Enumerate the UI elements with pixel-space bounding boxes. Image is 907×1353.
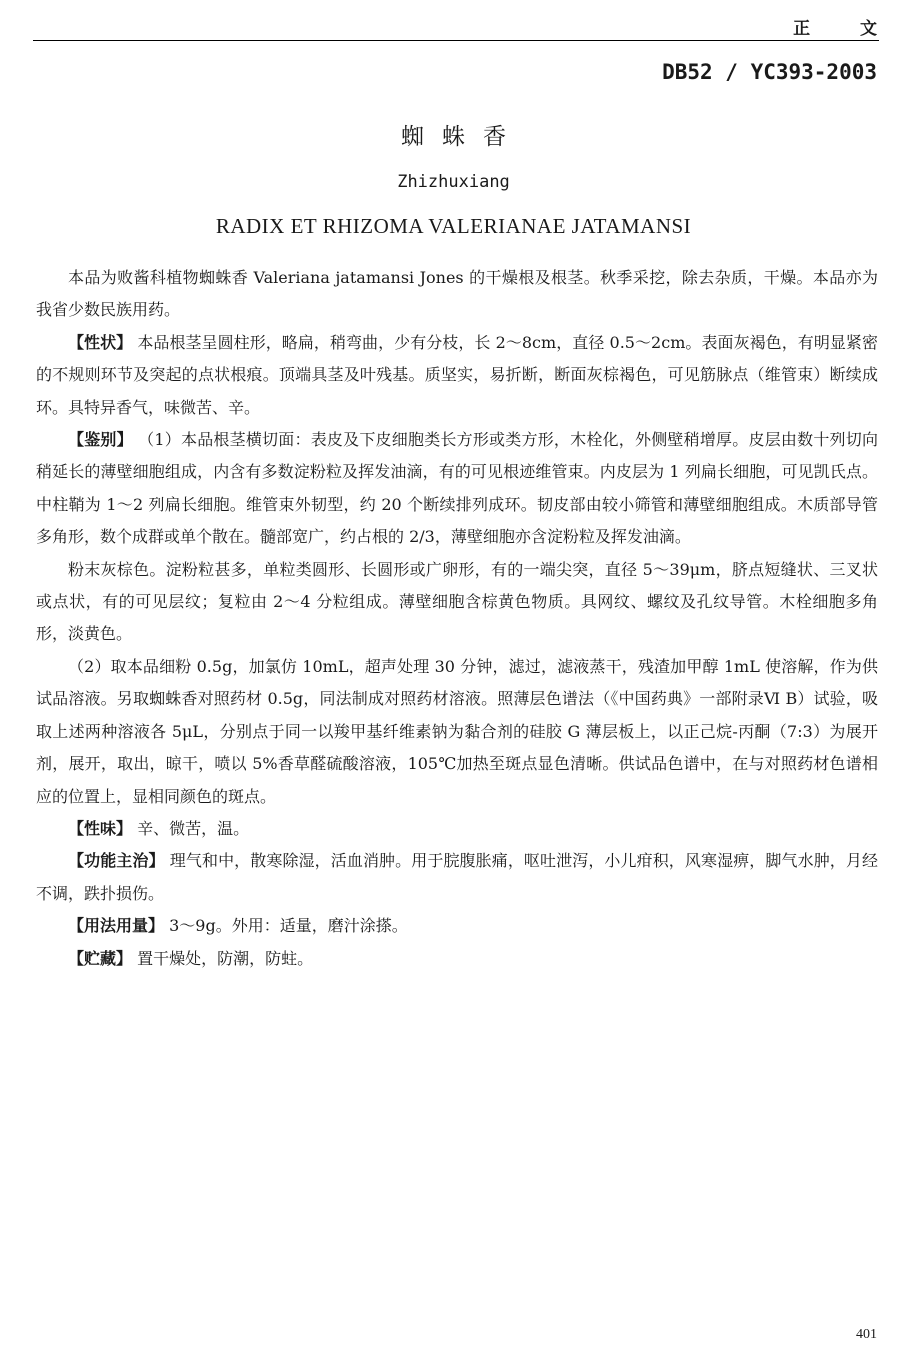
monograph-body: [36, 262, 878, 975]
page-number: 401: [856, 1327, 877, 1342]
paragraph-storage: [36, 943, 878, 975]
standard-code: DB52 / YC393-2003: [662, 60, 877, 84]
section-heading: 【性味】: [68, 818, 133, 838]
paragraph-text: （1）本品根茎横切面：表皮及下皮细胞类长方形或类方形，木栓化，外侧壁稍增厚。皮层由数十列切向稍延长的薄壁细胞组成，内含有多数淀粉粒及挥发油滴，有的可见根迹维管束。内皮层为 1 列扁长细胞，可见凯氏点。中柱鞘为 1～2 列扁长细胞。维管束外韧型，约 20 个断续排列成环。韧皮部由较小筛管和薄壁细胞组成。木质部导管多角形，数个成群或单个散在。髓部宽广，约占根的 2/3，薄壁细胞亦含淀粉粒及挥发油滴。: [36, 430, 878, 547]
paragraph-powder: [36, 554, 878, 651]
title-chinese: 蜘蛛香: [401, 124, 524, 150]
section-heading: 【鉴别】: [68, 430, 133, 450]
section-heading: 【用法用量】: [68, 916, 165, 936]
title-latin: RADIX ET RHIZOMA VALERIANAE JATAMANSI: [215, 214, 692, 238]
paragraph-function: [36, 845, 878, 910]
paragraph-taste: [36, 813, 878, 845]
paragraph-text: 本品根茎呈圆柱形，略扁，稍弯曲，少有分枝，长 2～8cm，直径 0.5～2cm。表面灰褐色，有明显紧密的不规则环节及突起的点状根痕。顶端具茎及叶残基。质坚实，易折断，断面灰棕褐色，可见筋脉点（维管束）断续成环。具特异香气，味微苦、辛。: [36, 332, 878, 417]
header-divider: [33, 40, 879, 41]
paragraph-text: （2）取本品细粉 0.5g，加氯仿 10mL，超声处理 30 分钟，滤过，滤液蒸干，残渣加甲醇 1mL 使溶解，作为供试品溶液。另取蜘蛛香对照药材 0.5g，同法制成对照药材溶液。照薄层色谱法（《中国药典》一部附录Ⅵ B）试验，吸取上述两种溶液各 5μL，分别点于同一以羧甲基纤维素钠为黏合剂的硅胶 G 薄层板上，以正己烷-丙酮（7:3）为展开剂，展开，取出，晾干，喷以 5%香草醛硫酸溶液，105℃加热至斑点显色清晰。供试品色谱中，在与对照药材色谱相应的位置上，显相同颜色的斑点。: [36, 656, 878, 806]
section-heading: 【功能主治】: [68, 851, 165, 871]
paragraph-text: 3～9g。外用：适量，磨汁涂搽。: [164, 916, 408, 936]
title-pinyin: Zhizhuxiang: [397, 172, 510, 192]
paragraph-text: 本品为败酱科植物蜘蛛香 Valeriana jatamansi Jones 的干燥根及根茎。秋季采挖，除去杂质，干燥。本品亦为我省少数民族用药。: [36, 268, 878, 320]
paragraph-text: 辛、微苦，温。: [132, 818, 250, 838]
paragraph-intro: [36, 262, 878, 327]
section-heading: 【贮藏】: [68, 948, 133, 968]
paragraph-text: 置干燥处，防潮，防蛀。: [132, 948, 314, 968]
section-label: 正 文: [793, 19, 899, 39]
paragraph-text: 粉末灰棕色。淀粉粒甚多，单粒类圆形、长圆形或广卵形，有的一端尖突，直径 5～39μm，脐点短缝状、三叉状或点状，有的可见层纹；复粒由 2～4 分粒组成。薄壁细胞含棕黄色物质。具网纹、螺纹及孔纹导管。木栓细胞多角形，淡黄色。: [36, 559, 878, 644]
paragraph-text: 理气和中，散寒除湿，活血消肿。用于脘腹胀痛，呕吐泄泻，小儿疳积，风寒湿痹，脚气水肿，月经不调，跌扑损伤。: [36, 851, 878, 903]
paragraph-tlc: [36, 651, 878, 813]
section-heading: 【性状】: [68, 332, 133, 352]
paragraph-dosage: [36, 910, 878, 942]
paragraph-identification: [36, 424, 878, 554]
paragraph-description: [36, 327, 878, 424]
